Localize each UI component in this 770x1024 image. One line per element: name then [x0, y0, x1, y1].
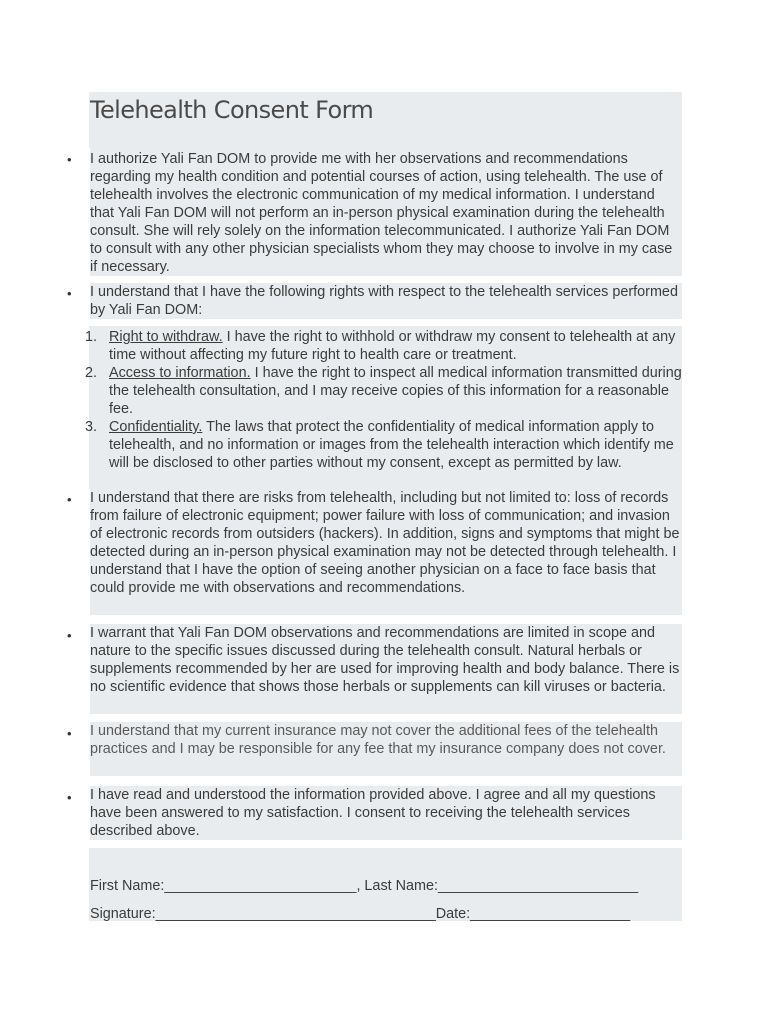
- rights-list-number: 3.: [85, 419, 98, 435]
- consent-paragraph-risks: I understand that there are risks from telehealth, including but not limited to: loss of records from failure of electronic equipment; power failure with loss of communication; and invasion of electronic records from outsiders (hackers). In addition, signs and symptoms that might be detected during an in-person physical examination may not be detected through telehealth. I understand that I have the option of seeing another physician on a face to face basis that could provide me with observations and recommendations.: [90, 489, 682, 615]
- consent-paragraph-insurance: I understand that my current insurance may not cover the additional fees of the telehealth practices and I may be responsible for any fee that my insurance company does not cover.: [90, 722, 682, 776]
- consent-paragraph-rights-intro: I understand that I have the following rights with respect to the telehealth services performed by Yali Fan DOM:: [90, 283, 682, 319]
- rights-list-text: I have the right to withhold or withdraw my consent to telehealth at any time without affecting my future right to health care or treatment.: [109, 329, 676, 363]
- rights-list-number: 1.: [85, 329, 98, 345]
- rights-list-heading: Confidentiality.: [109, 419, 203, 435]
- bullet-marker: •: [67, 152, 72, 167]
- consent-paragraph-scope: I warrant that Yali Fan DOM observations and recommendations are limited in scope and nature to the specific issues discussed during the telehealth consult. Natural herbals or supplements recommended by her are used for improving health and body balance. There is no scientific evidence that shows those herbals or supplements can kill viruses or bacteria.: [90, 624, 682, 714]
- bullet-marker: •: [67, 286, 72, 301]
- bullet-marker: •: [67, 726, 72, 741]
- consent-paragraph-authorization: I authorize Yali Fan DOM to provide me with her observations and recommendations regarding my health condition and potential courses of action, using telehealth. The use of telehealth involves the electronic communication of my medical information. I understand that Yali Fan DOM will not perform an in-person physical examination during the telehealth consult. She will rely solely on the information telecommunicated. I authorize Yali Fan DOM to consult with any other physician specialists whom they may choose to involve in my case if necessary.: [90, 148, 682, 276]
- rights-list-number: 2.: [85, 365, 98, 381]
- rights-list-heading: Right to withdraw.: [109, 329, 223, 345]
- bullet-marker: •: [67, 790, 72, 805]
- rights-list-item: [82, 328, 682, 364]
- name-field-line[interactable]: First Name:________________________, Last Name:_________________________: [90, 878, 639, 894]
- rights-list-item: [82, 364, 682, 418]
- page-title: Telehealth Consent Form: [90, 96, 374, 124]
- rights-list-text: The laws that protect the confidentiality of medical information apply to telehealth, and no information or images from the telehealth interaction which identify me will be disclosed to other parties without my consent, except as permitted by law.: [109, 419, 674, 471]
- bullet-marker: •: [67, 628, 72, 643]
- bullet-marker: •: [67, 492, 72, 507]
- rights-list: [82, 328, 682, 472]
- consent-paragraph-acknowledgement: I have read and understood the information provided above. I agree and all my questions have been answered to my satisfaction. I consent to receiving the telehealth services described above.: [90, 786, 682, 840]
- signature-date-field-line[interactable]: Signature:___________________________________Date:____________________: [90, 906, 631, 922]
- rights-list-heading: Access to information.: [109, 365, 251, 381]
- rights-list-text: I have the right to inspect all medical information transmitted during the telehealth consultation, and I may receive copies of this information for a reasonable fee.: [109, 365, 682, 417]
- rights-list-item: [82, 418, 682, 472]
